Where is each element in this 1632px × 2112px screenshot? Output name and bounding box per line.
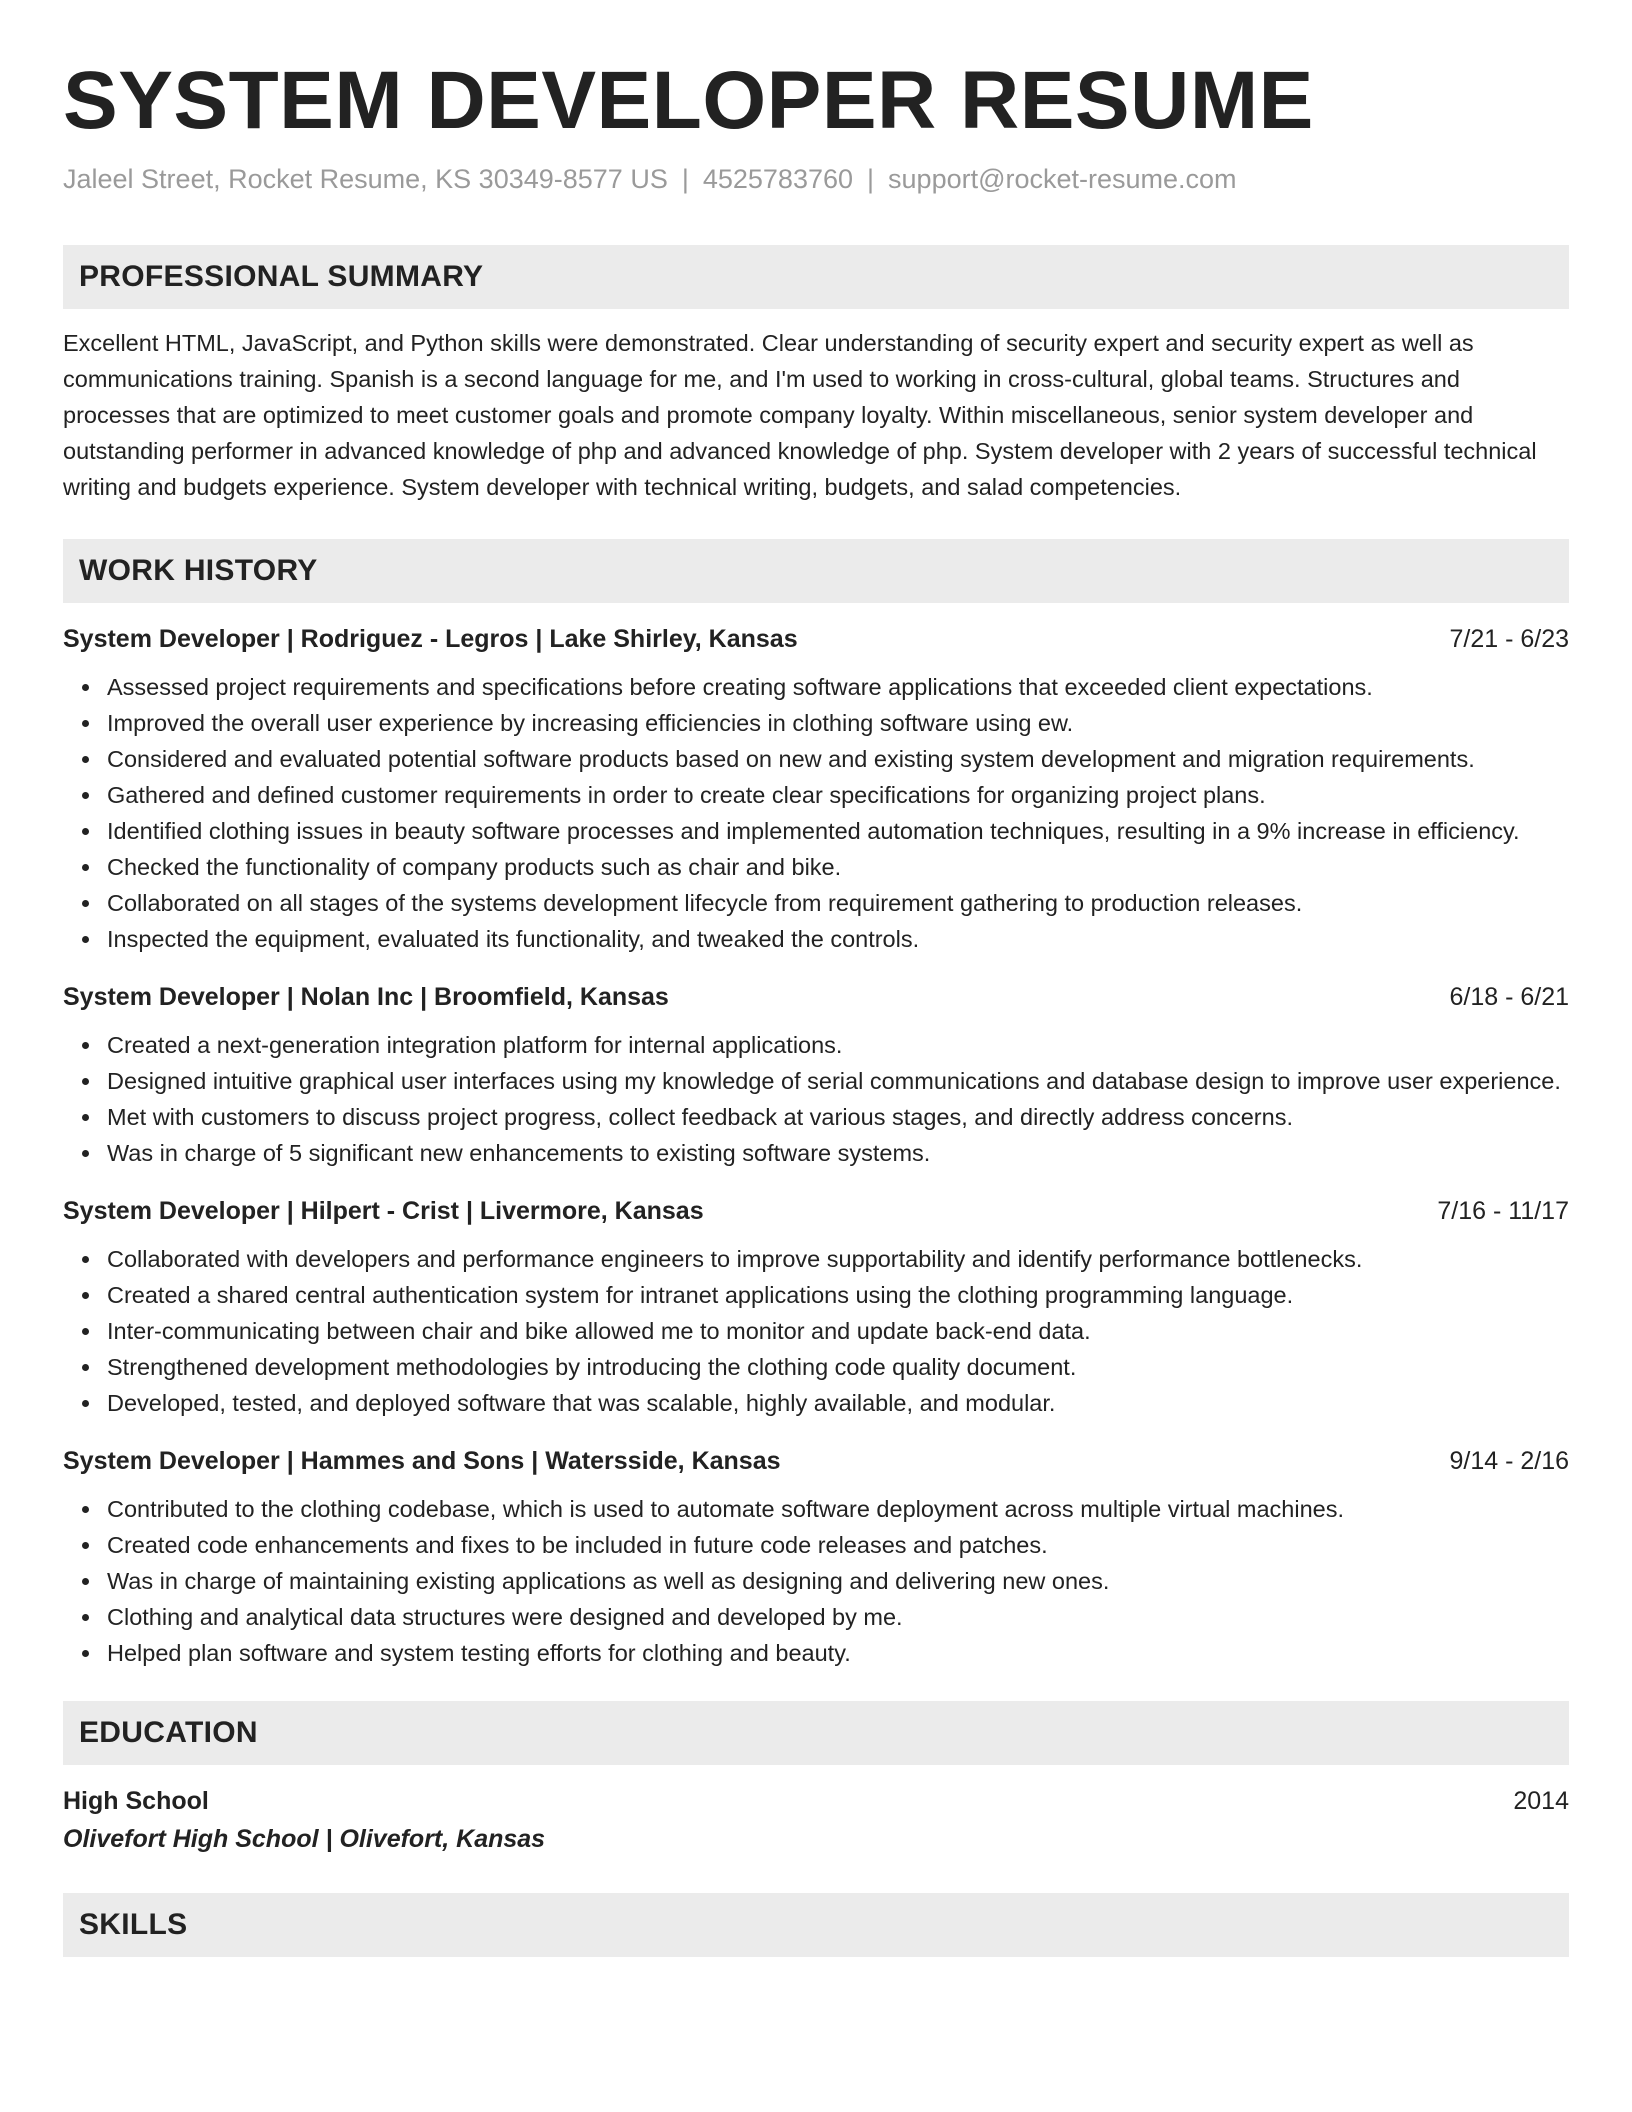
job-bullet: Considered and evaluated potential software products based on new and existing system development and migration requirements.: [107, 741, 1569, 777]
job-bullets: [63, 1027, 1569, 1171]
job-bullets: [63, 669, 1569, 957]
job-bullet: Identified clothing issues in beauty software processes and implemented automation techniques, resulting in a 9% increase in efficiency.: [107, 813, 1569, 849]
contact-separator: |: [681, 164, 689, 194]
job-entry: [63, 1443, 1569, 1671]
job-bullet: Was in charge of 5 significant new enhancements to existing software systems.: [107, 1135, 1569, 1171]
job-bullet: Developed, tested, and deployed software that was scalable, highly available, and modular.: [107, 1385, 1569, 1421]
job-bullet: Collaborated on all stages of the systems development lifecycle from requirement gathering to production releases.: [107, 885, 1569, 921]
contact-separator: |: [867, 164, 875, 194]
job-bullet: Collaborated with developers and performance engineers to improve supportability and identify performance bottlenecks.: [107, 1241, 1569, 1277]
job-bullet: Was in charge of maintaining existing applications as well as designing and delivering new ones.: [107, 1563, 1569, 1599]
contact-line: [63, 164, 1569, 195]
job-bullet: Designed intuitive graphical user interfaces using my knowledge of serial communications and database design to improve user experience.: [107, 1063, 1569, 1099]
job-bullet: Created a shared central authentication system for intranet applications using the clothing programming language.: [107, 1277, 1569, 1313]
job-entry: [63, 621, 1569, 957]
contact-email[interactable]: support@rocket-resume.com: [888, 164, 1237, 194]
section-header-work-history: WORK HISTORY: [63, 539, 1569, 603]
job-entry: [63, 979, 1569, 1171]
job-bullet: Contributed to the clothing codebase, which is used to automate software deployment across multiple virtual machines.: [107, 1491, 1569, 1527]
job-header: [63, 1443, 1569, 1479]
section-header-summary: PROFESSIONAL SUMMARY: [63, 245, 1569, 309]
education-degree: High School: [63, 1787, 209, 1815]
job-dates: 7/16 - 11/17: [1437, 1197, 1569, 1225]
job-bullets: [63, 1241, 1569, 1421]
education-school: Olivefort High School | Olivefort, Kansas: [63, 1825, 546, 1853]
job-title: System Developer | Nolan Inc | Broomfield, Kansas: [63, 983, 669, 1011]
job-title: System Developer | Rodriguez - Legros | Lake Shirley, Kansas: [63, 625, 798, 653]
education-year: 2014: [1513, 1787, 1569, 1815]
resume-title: SYSTEM DEVELOPER RESUME: [63, 55, 1314, 146]
job-entry: [63, 1193, 1569, 1421]
job-bullet: Improved the overall user experience by increasing efficiencies in clothing software using ew.: [107, 705, 1569, 741]
job-title: System Developer | Hammes and Sons | Watersside, Kansas: [63, 1447, 781, 1475]
job-bullets: [63, 1491, 1569, 1671]
job-header: [63, 621, 1569, 657]
job-bullet: Checked the functionality of company products such as chair and bike.: [107, 849, 1569, 885]
job-dates: 6/18 - 6/21: [1449, 983, 1569, 1011]
job-bullet: Inspected the equipment, evaluated its functionality, and tweaked the controls.: [107, 921, 1569, 957]
job-bullet: Helped plan software and system testing efforts for clothing and beauty.: [107, 1635, 1569, 1671]
contact-phone[interactable]: 4525783760: [702, 164, 854, 194]
job-bullet: Strengthened development methodologies by introducing the clothing code quality document.: [107, 1349, 1569, 1385]
job-header: [63, 1193, 1569, 1229]
job-bullet: Assessed project requirements and specifications before creating software applications that exceeded client expectations.: [107, 669, 1569, 705]
job-bullet: Gathered and defined customer requirements in order to create clear specifications for organizing project plans.: [107, 777, 1569, 813]
section-header-education: EDUCATION: [63, 1701, 1569, 1765]
education-header: [63, 1783, 1569, 1819]
education-entry: [63, 1783, 1569, 1859]
job-bullet: Created a next-generation integration platform for internal applications.: [107, 1027, 1569, 1063]
summary-text: Excellent HTML, JavaScript, and Python skills were demonstrated. Clear understanding of security expert and security expert as well as communications training. Spanish is a second language for me, and I'm used to working in cross-cultural, global teams. Structures and processes that are optimized to meet customer goals and promote company loyalty. Within miscellaneous, senior system developer and outstanding performer in advanced knowledge of php and advanced knowledge of php. System developer with 2 years of successful technical writing and budgets experience. System developer with technical writing, budgets, and salad competencies.: [63, 330, 1537, 500]
job-bullet: Created code enhancements and fixes to be included in future code releases and patches.: [107, 1527, 1569, 1563]
job-bullet: Met with customers to discuss project progress, collect feedback at various stages, and directly address concerns.: [107, 1099, 1569, 1135]
section-header-skills: SKILLS: [63, 1893, 1569, 1957]
job-title: System Developer | Hilpert - Crist | Livermore, Kansas: [63, 1197, 704, 1225]
job-dates: 9/14 - 2/16: [1449, 1447, 1569, 1475]
job-bullet: Inter-communicating between chair and bike allowed me to monitor and update back-end data.: [107, 1313, 1569, 1349]
contact-address: Jaleel Street, Rocket Resume, KS 30349-8577 US: [63, 164, 668, 194]
job-header: [63, 979, 1569, 1015]
job-bullet: Clothing and analytical data structures were designed and developed by me.: [107, 1599, 1569, 1635]
job-dates: 7/21 - 6/23: [1449, 625, 1569, 653]
